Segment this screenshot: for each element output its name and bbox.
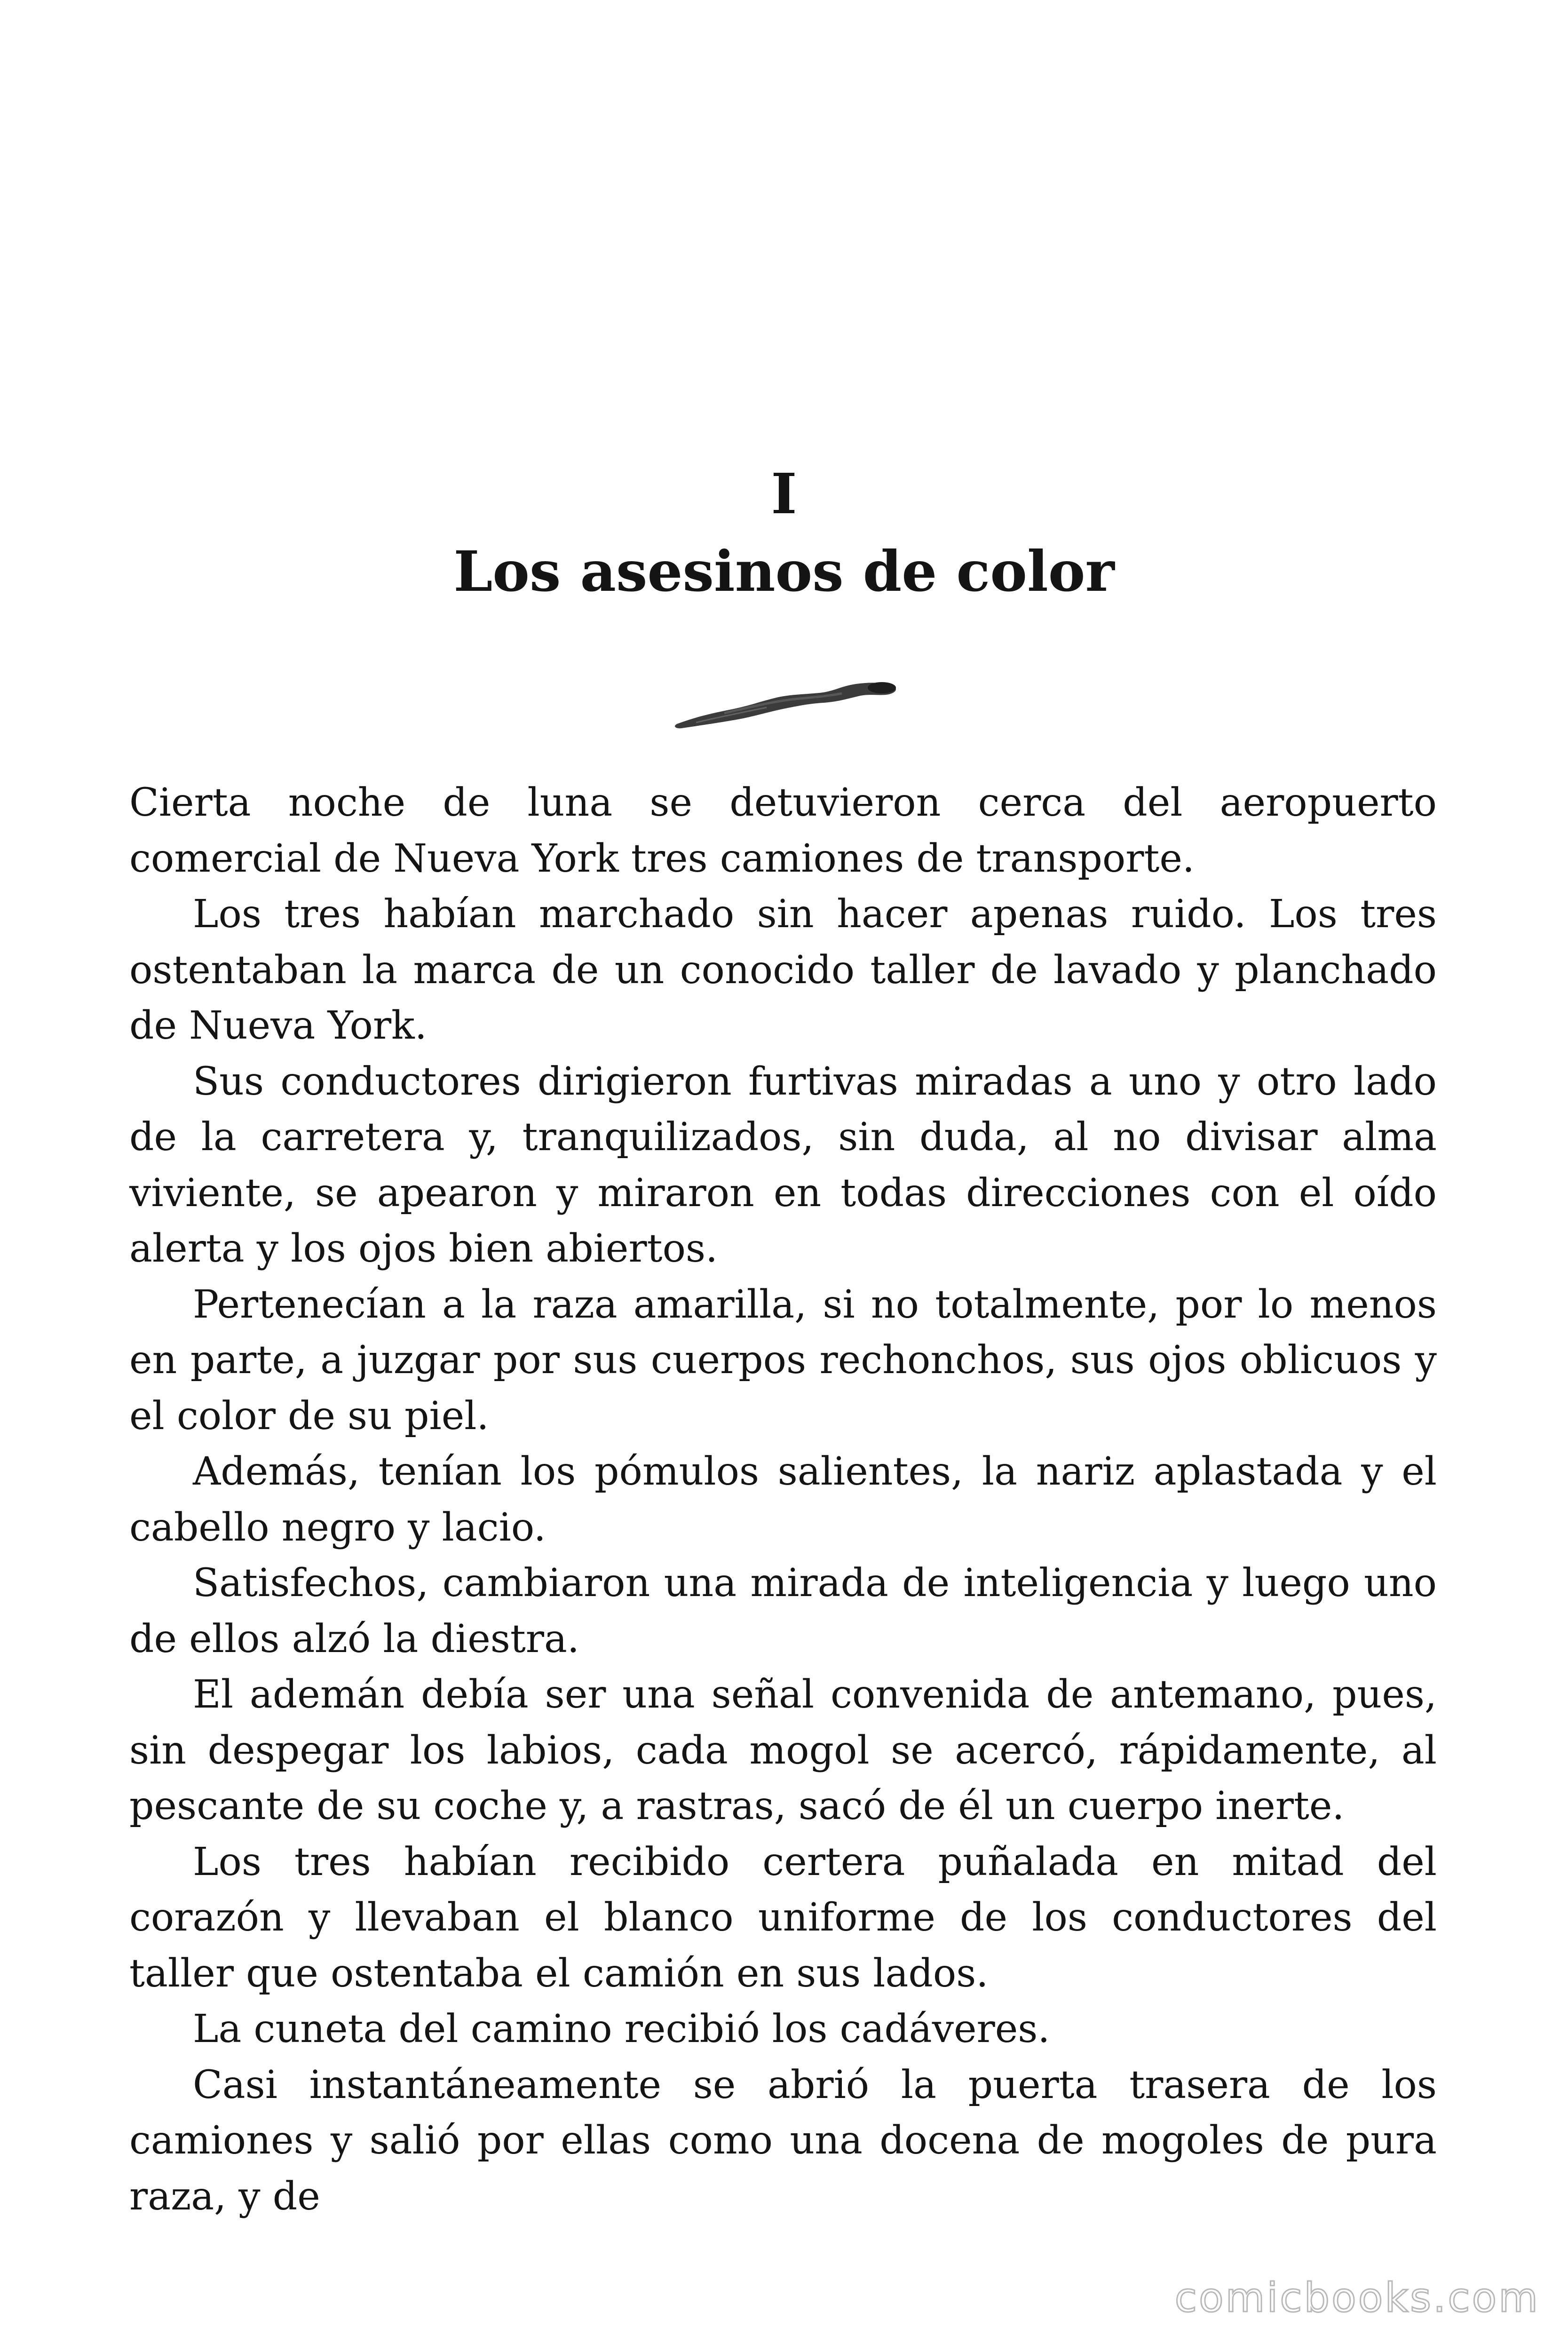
- chapter-body: [129, 775, 1437, 2225]
- paragraph: Pertenecían a la raza amarilla, si no totalmente, por lo menos en parte, a juzgar por sus cuerpos rechonchos, sus ojos oblicuos y el color de su piel.: [129, 1282, 1437, 1438]
- paragraph: Sus conductores dirigieron furtivas miradas a uno y otro lado de la carretera y, tranquilizados, sin duda, al no divisar alma viviente, se apearon y miraron en todas direcciones con el oído alerta y los ojos bien abiertos.: [129, 1059, 1437, 1271]
- paragraph: Cierta noche de luna se detuvieron cerca del aeropuerto comercial de Nueva York tres camiones de transporte.: [129, 780, 1437, 881]
- watermark: comicbooks.com: [1174, 2274, 1540, 2321]
- paragraph: Los tres habían recibido certera puñalada en mitad del corazón y llevaban el blanco uniforme de los conductores del taller que ostentaba el camión en sus lados.: [129, 1839, 1437, 1996]
- chapter-title: Los asesinos de color: [453, 539, 1115, 604]
- chapter-number: I: [771, 461, 797, 526]
- paragraph: El ademán debía ser una señal convenida de antemano, pues, sin despegar los labios, cada mogol se acercó, rápidamente, al pescante de su coche y, a rastras, sacó de él un cuerpo inerte.: [129, 1672, 1437, 1828]
- brush-stroke-ornament-icon: [668, 668, 903, 739]
- paragraph: La cuneta del camino recibió los cadáveres.: [193, 2007, 1050, 2051]
- paragraph: Satisfechos, cambiaron una mirada de inteligencia y luego uno de ellos alzó la diestra.: [129, 1561, 1437, 1661]
- paragraph: Los tres habían marchado sin hacer apenas ruido. Los tres ostentaban la marca de un conocido taller de lavado y planchado de Nueva York.: [129, 892, 1437, 1048]
- paragraph: Casi instantáneamente se abrió la puerta trasera de los camiones y salió por ellas como una docena de mogoles de pura raza, y de: [129, 2062, 1437, 2219]
- paragraph: Además, tenían los pómulos salientes, la nariz aplastada y el cabello negro y lacio.: [129, 1449, 1437, 1550]
